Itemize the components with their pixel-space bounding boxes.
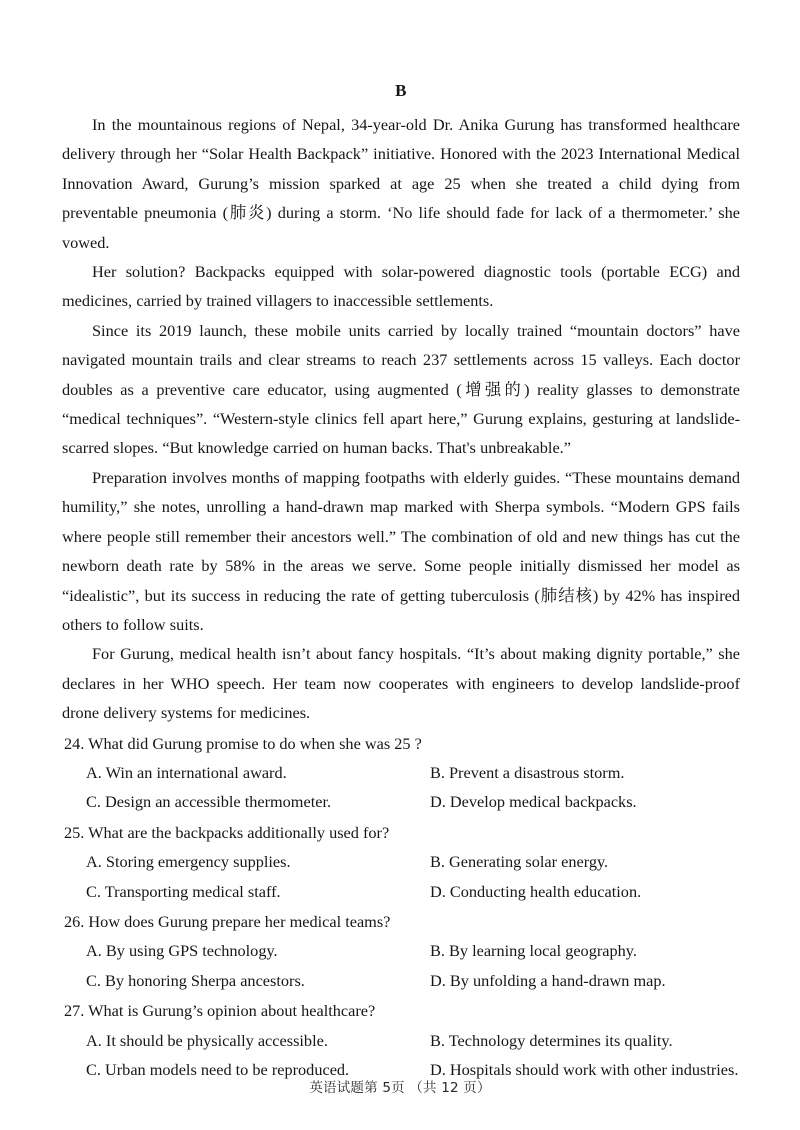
question-block-25 [62,818,740,906]
page-footer: 英语试题第 5页 （共 12 页） [309,1080,491,1096]
passage-paragraph-1: In the mountainous regions of Nepal, 34-year-old Dr. Anika Gurung has transformed healthcare delivery through her “Solar Health Backpack” initiative. Honored with the 2023 International Medical Innovation Award, Gurung’s mission sparked at age 25 when she treated a child dying from preventable pneumonia (肺炎) during a storm. ‘No life should fade for lack of a thermometer.’ she vowed. [62,115,740,252]
question-26-option-b[interactable]: B. By learning local geography. [430,941,637,961]
question-27-option-c[interactable]: C. Urban models need to be reproduced. [86,1060,350,1079]
question-25-option-b[interactable]: B. Generating solar energy. [430,852,609,872]
question-block-26 [62,907,740,995]
section-letter-heading: B [395,81,407,100]
question-26-options-row-2 [62,966,740,995]
passage-paragraph-3: Since its 2019 launch, these mobile units carried by locally trained “mountain doctors” have navigated mountain trails and clear streams to reach 237 settlements across 15 valleys. Each doctor doubles as a preventive care educator, using augmented (增强的) reality glasses to demonstrate “medical techniques”. “Western-style clinics fell apart here,” Gurung explains, gesturing at landslide-scarred slopes. “But knowledge carried on human backs. That's unbreakable.” [62,320,740,458]
question-block-24 [62,729,740,817]
question-stem-26: 26. How does Gurung prepare her medical teams? [64,911,391,931]
passage-paragraph-2: Her solution? Backpacks equipped with solar-powered diagnostic tools (portable ECG) and medicines, carried by trained villagers to inaccessible settlements. [62,262,740,311]
question-24-option-a[interactable]: A. Win an international award. [86,762,287,782]
question-stem-24: 24. What did Gurung promise to do when she was 25 ? [64,733,422,753]
question-stem-25: 25. What are the backpacks additionally used for? [64,822,390,842]
question-27-option-d[interactable]: D. Hospitals should work with other industries. [430,1060,739,1079]
question-27-option-a[interactable]: A. It should be physically accessible. [86,1030,328,1050]
passage-paragraph-4: Preparation involves months of mapping footpaths with elderly guides. “These mountains demand humility,” she notes, unrolling a hand-drawn map marked with Sherpa symbols. “Modern GPS fails where people still remember their ancestors well.” The combination of old and new things has cut the newborn death rate by 58% in the areas we serve. Some people initially dismissed her model as “idealistic”, but its success in reducing the rate of getting tuberculosis (肺结核) by 42% has inspired others to follow suits. [62,467,740,634]
question-stem-27: 27. What is Gurung’s opinion about healthcare? [64,1001,376,1021]
question-24-options-row-1 [62,758,740,787]
page-content [62,80,740,1084]
question-27-option-b[interactable]: B. Technology determines its quality. [430,1030,673,1050]
question-25-options-row-1 [62,847,740,876]
question-24-option-b[interactable]: B. Prevent a disastrous storm. [430,762,625,782]
question-block-27 [62,996,740,1084]
question-24-option-d[interactable]: D. Develop medical backpacks. [430,792,637,812]
question-25-option-d[interactable]: D. Conducting health education. [430,881,642,901]
question-26-option-d[interactable]: D. By unfolding a hand-drawn map. [430,970,666,990]
question-25-option-c[interactable]: C. Transporting medical staff. [86,881,281,901]
question-25-options-row-2 [62,877,740,906]
question-25-option-a[interactable]: A. Storing emergency supplies. [86,852,291,872]
question-26-option-c[interactable]: C. By honoring Sherpa ancestors. [86,970,305,990]
question-24-options-row-2 [62,787,740,816]
question-27-options-row-1 [62,1026,740,1055]
passage-paragraph-5: For Gurung, medical health isn’t about fancy hospitals. “It’s about making dignity portable,” she declares in her WHO speech. Her team now cooperates with engineers to develop landslide-proof drone delivery systems for medicines. [62,644,740,723]
question-24-option-c[interactable]: C. Design an accessible thermometer. [86,792,332,812]
question-26-option-a[interactable]: A. By using GPS technology. [86,941,278,961]
question-26-options-row-1 [62,936,740,965]
